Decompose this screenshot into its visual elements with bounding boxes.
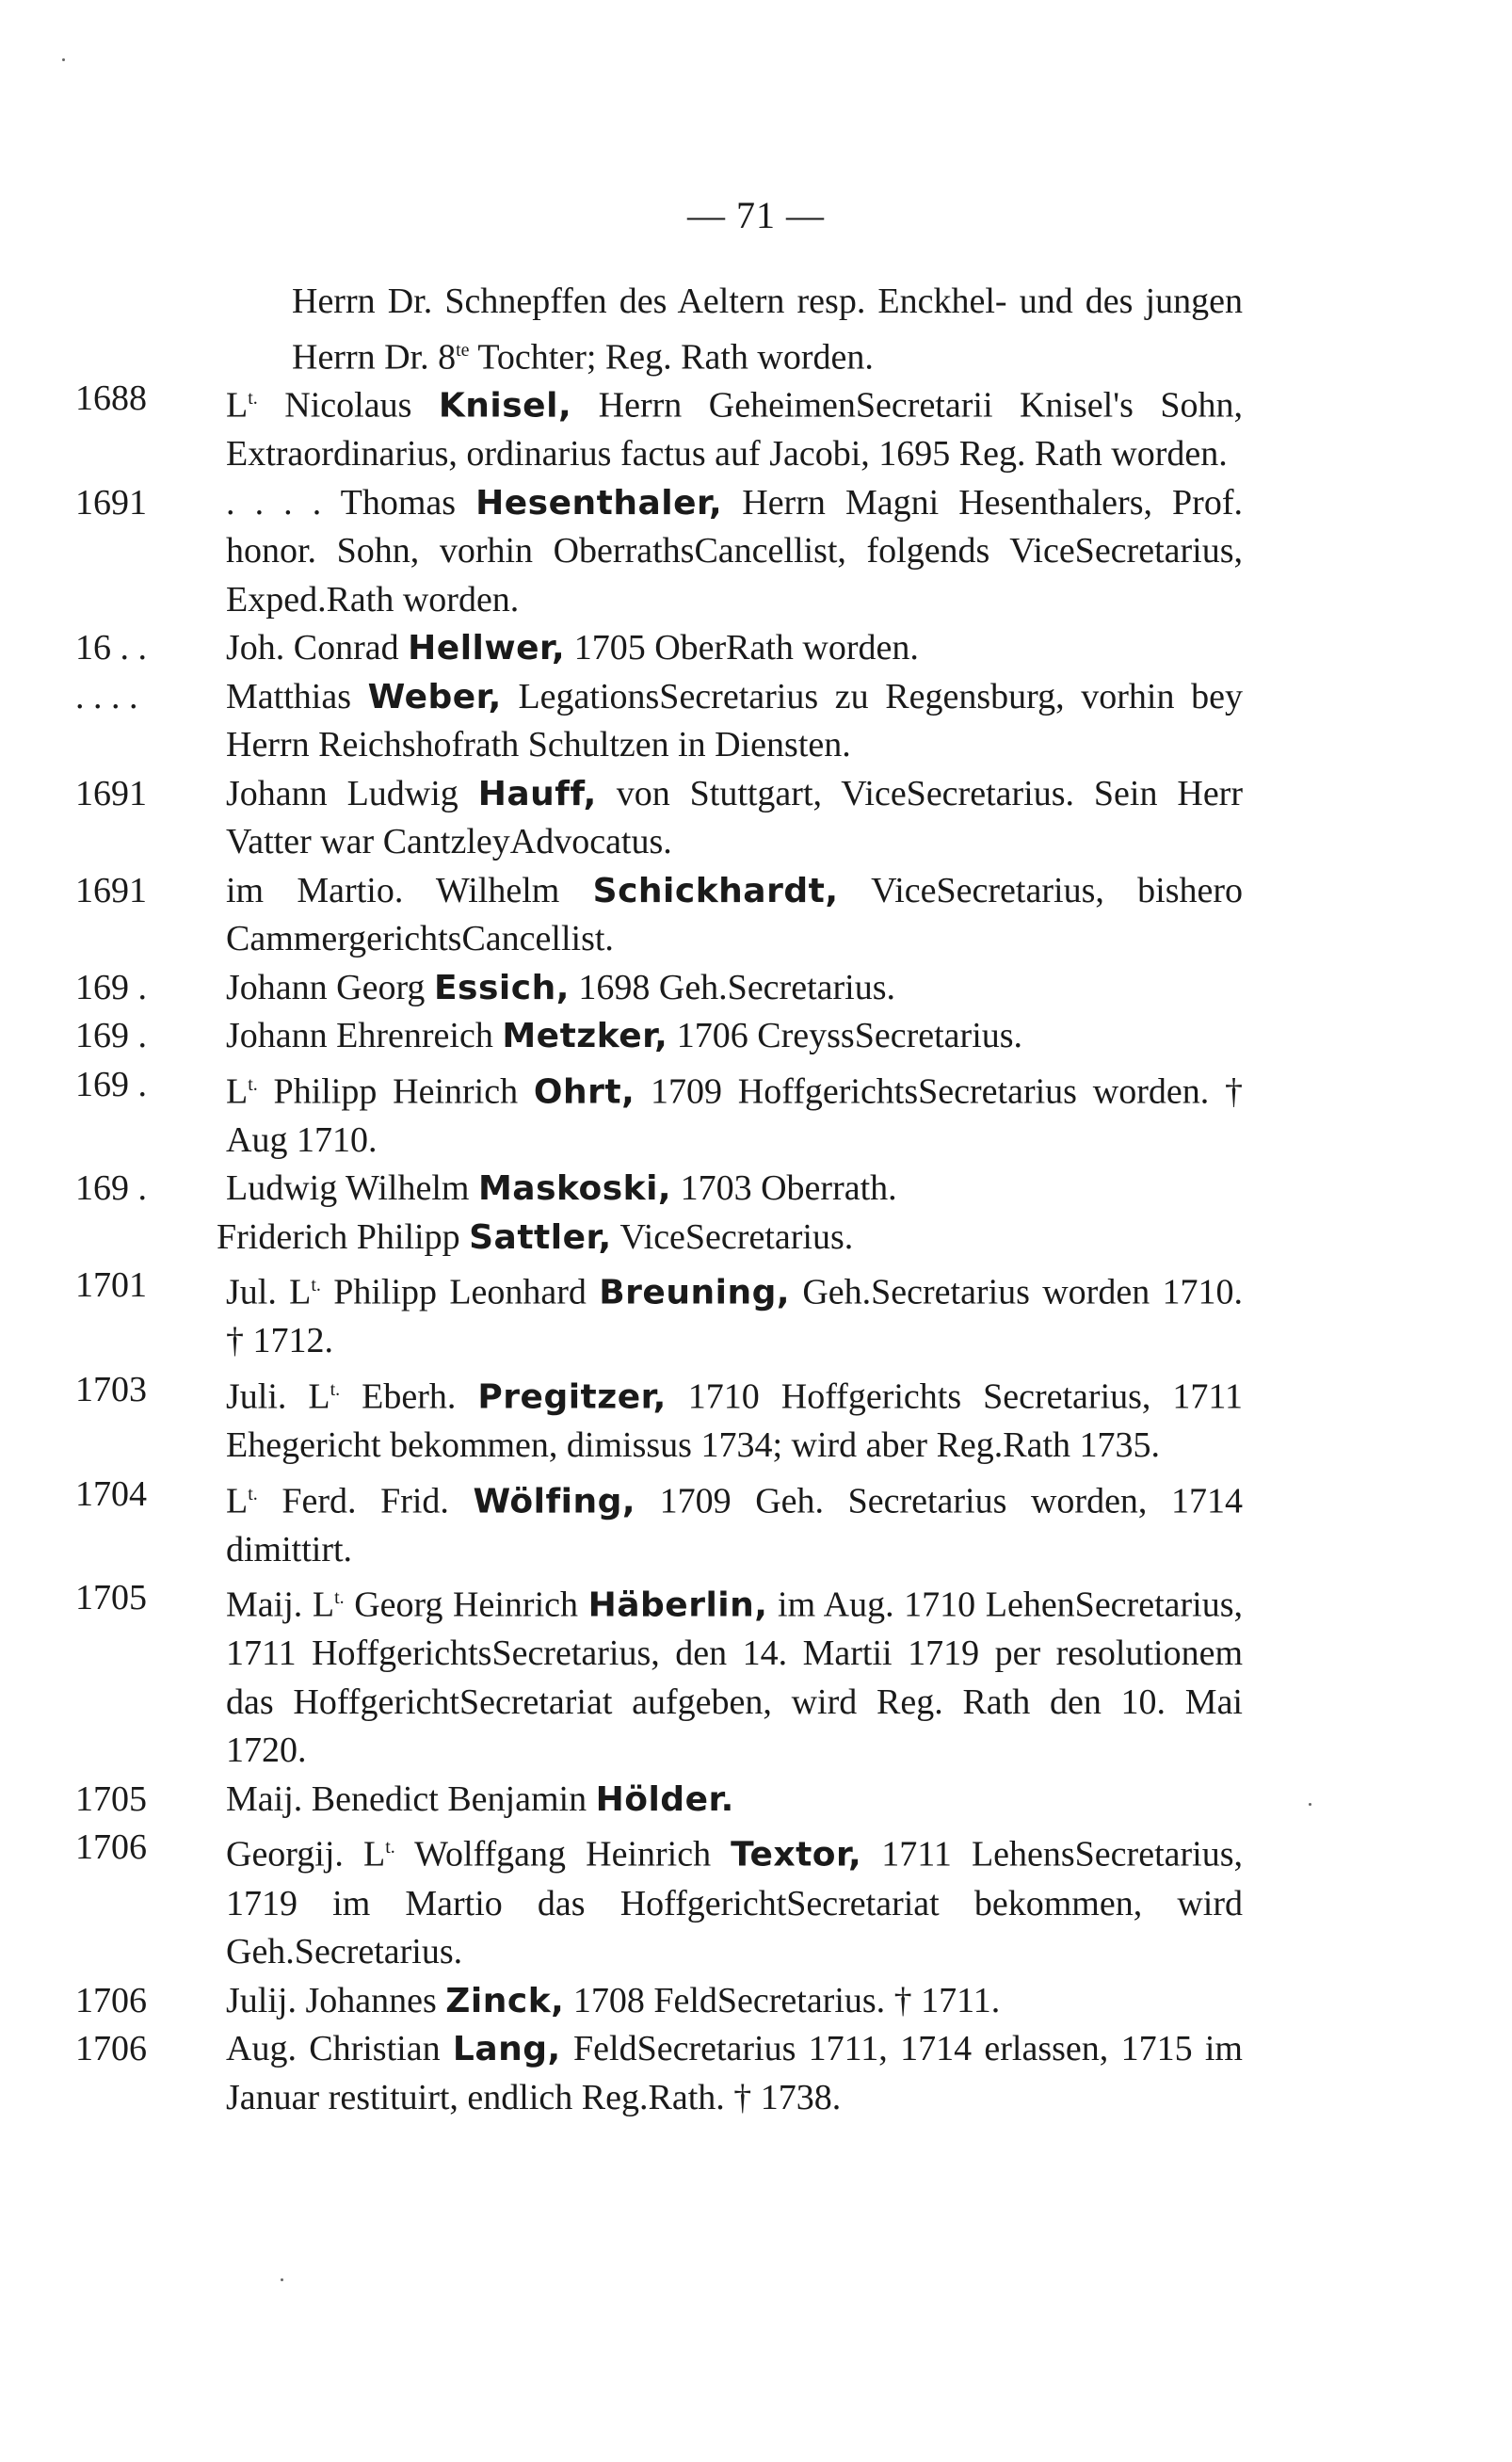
entry-body xyxy=(226,770,1243,867)
person-name: Textor, xyxy=(731,1836,862,1875)
entry-row xyxy=(75,1366,1243,1471)
person-name: Maskoski, xyxy=(477,1169,672,1209)
entry-text: ViceSecretarius, bishero CammergerichtsCancellist. xyxy=(226,870,1243,959)
entry-body xyxy=(226,624,1243,673)
entry-body xyxy=(226,375,1243,479)
entry-text: Philipp Leonhard xyxy=(320,1272,600,1312)
entry-year: 1704 xyxy=(75,1473,147,1514)
person-name: Metzker, xyxy=(502,1017,668,1056)
entry-row xyxy=(75,1262,1243,1366)
entry-year: 1703 xyxy=(75,1369,147,1409)
entry-year: 1688 xyxy=(75,378,147,418)
person-name: Essich, xyxy=(433,968,570,1007)
entry-year: 1705 xyxy=(75,1778,147,1819)
entry-text: 1709 HoffgerichtsSecretarius worden. † Aug 1710. xyxy=(226,1071,1243,1160)
entry-year: 169 . xyxy=(75,1168,147,1209)
entry-text: Jul. L xyxy=(226,1272,312,1312)
entry-text: Georg Heinrich xyxy=(344,1585,588,1625)
entry-row xyxy=(75,867,1243,964)
person-name: Breuning, xyxy=(599,1273,791,1312)
entry-text: Philipp Heinrich xyxy=(257,1071,534,1112)
entry-text: 1711 LehensSecretarius, 1719 im Martio das HoffgerichtSecretariat bekommen, wird Geh.Secretarius. xyxy=(226,1835,1243,1972)
person-name: Zinck, xyxy=(445,1981,565,2020)
scan-speck xyxy=(281,2278,283,2281)
entry-body xyxy=(217,1214,1243,1263)
entry-text: Herrn Magni Hesenthalers, Prof. honor. Sohn, vorhin OberrathsCancellist, folgends ViceSecretarius, Exped.Rath worden. xyxy=(226,482,1243,620)
entry-text: Nicolaus xyxy=(257,385,439,426)
entry-body xyxy=(226,278,1243,382)
entry-body xyxy=(226,1471,1243,1575)
person-name: Häberlin, xyxy=(587,1585,768,1625)
entry-year: 1706 xyxy=(75,2029,147,2069)
entry-text: 1698 Geh.Secretarius. xyxy=(569,967,895,1007)
person-name: Sattler, xyxy=(469,1217,612,1257)
entry-text: Tochter; Reg. Rath worden. xyxy=(469,337,874,378)
entry-text: . . . . Thomas xyxy=(226,482,476,523)
entry-row xyxy=(75,1776,1243,1825)
entry-text: Geh.Secretarius worden 1710. † 1712. xyxy=(226,1272,1243,1361)
entry-year: 1691 xyxy=(75,773,147,813)
entry-text: Ludwig Wilhelm xyxy=(226,1168,478,1209)
entry-year: 1691 xyxy=(75,482,147,523)
entry-text: im Aug. 1710 LehenSecretarius, 1711 HoffgerichtsSecretarius, den 14. Martii 1719 per resolutionem das HoffgerichtSecretariat aufgeben, wird Reg. Rath den 10. Mai 1720. xyxy=(226,1585,1243,1771)
entry-continuation xyxy=(75,278,1243,378)
entry-body xyxy=(226,1262,1243,1366)
entry-year: 1705 xyxy=(75,1578,147,1618)
page-number: — 71 — xyxy=(687,194,825,236)
entry-year: 169 . xyxy=(75,1064,147,1104)
entry-text: Maij. L xyxy=(226,1585,335,1625)
entry-text: Johann Ehrenreich xyxy=(226,1016,503,1056)
scan-speck xyxy=(1309,1803,1311,1806)
entry-body xyxy=(226,1012,1243,1061)
entry-year: 169 . xyxy=(75,1016,147,1056)
entry-row xyxy=(75,2025,1243,2122)
entry-text: L xyxy=(226,1071,249,1112)
entry-row xyxy=(75,1574,1243,1776)
superscript: t. xyxy=(248,1483,258,1505)
superscript: t. xyxy=(334,1587,345,1609)
entry-text: Johann Georg xyxy=(226,967,434,1007)
superscript: t. xyxy=(311,1275,321,1296)
scan-speck xyxy=(62,58,65,61)
entry-text: ViceSecretarius. xyxy=(611,1216,854,1257)
entry-body xyxy=(226,2025,1243,2122)
entry-year: 169 . xyxy=(75,967,147,1007)
entry-body xyxy=(226,1165,1243,1214)
entry-row xyxy=(75,1824,1243,1976)
person-name: Pregitzer, xyxy=(477,1377,667,1417)
entry-body xyxy=(226,479,1243,625)
entry-text: Juli. L xyxy=(226,1376,330,1417)
entry-text: Eberh. xyxy=(340,1376,478,1417)
entry-text: Aug. Christian xyxy=(226,2029,453,2069)
entry-text: 1703 Oberrath. xyxy=(671,1168,897,1209)
entry-year: 1706 xyxy=(75,1980,147,2020)
entry-row xyxy=(75,673,1243,770)
entry-year: 1706 xyxy=(75,1827,147,1868)
entry-row xyxy=(75,1012,1243,1061)
entry-body xyxy=(226,1574,1243,1776)
entry-text: Georgij. L xyxy=(226,1835,386,1875)
entry-body xyxy=(226,1977,1243,2026)
entry-text: 1710 Hoffgerichts Secretarius, 1711 Ehegericht bekommen, dimissus 1734; wird aber Reg.Rath 1735. xyxy=(226,1376,1243,1466)
entry-body xyxy=(226,1776,1243,1825)
entry-text: Ferd. Frid. xyxy=(257,1481,474,1521)
entry-row xyxy=(75,1977,1243,2026)
entry-text: Julij. Johannes xyxy=(226,1980,446,2020)
person-name: Weber, xyxy=(367,677,502,716)
entry-body xyxy=(226,867,1243,964)
entry-body xyxy=(226,1824,1243,1976)
person-name: Lang, xyxy=(452,2030,561,2069)
entry-row xyxy=(75,1165,1243,1214)
entry-text: Maij. Benedict Benjamin xyxy=(226,1778,596,1819)
entry-body xyxy=(226,1366,1243,1471)
entry-text: Friderich Philipp xyxy=(217,1216,470,1257)
entry-text: 1709 Geh. Secretarius worden, 1714 dimittirt. xyxy=(226,1481,1244,1569)
entry-text: Matthias xyxy=(226,676,368,716)
entry-text: Herrn Dr. Schnepffen des Aeltern resp. Enckhel- und des jungen Herrn Dr. 8 xyxy=(292,282,1243,378)
entry-row xyxy=(75,964,1243,1013)
entry-row xyxy=(75,770,1243,867)
person-name: Wölfing, xyxy=(473,1482,636,1521)
superscript: t. xyxy=(248,1073,258,1095)
entry-list xyxy=(75,278,1243,2122)
entry-body xyxy=(226,964,1243,1013)
entry-row xyxy=(75,1214,1243,1263)
person-name: Hesenthaler, xyxy=(475,483,723,523)
entry-row xyxy=(75,1471,1243,1575)
superscript: t. xyxy=(330,1378,341,1400)
entry-text: FeldSecretarius 1711, 1714 erlassen, 1715 im Januar restituirt, endlich Reg.Rath. † 1738. xyxy=(226,2029,1243,2117)
entry-text: von Stuttgart, ViceSecretarius. Sein Herr Vatter war CantzleyAdvocatus. xyxy=(226,773,1243,862)
entry-row xyxy=(75,624,1243,673)
entry-text: 1708 FeldSecretarius. † 1711. xyxy=(564,1980,1001,2020)
entry-body xyxy=(226,673,1243,770)
entry-text: LegationsSecretarius zu Regensburg, vorhin bey Herrn Reichshofrath Schultzen in Diensten. xyxy=(226,676,1244,765)
entry-text: Johann Ludwig xyxy=(226,773,478,813)
entry-year: . . . . xyxy=(75,676,138,716)
entry-text: Wolffgang Heinrich xyxy=(394,1835,732,1875)
entry-text: Joh. Conrad xyxy=(226,628,409,668)
person-name: Ohrt, xyxy=(533,1072,635,1112)
entry-text: 1706 CreyssSecretarius. xyxy=(668,1016,1023,1056)
entry-text: Herrn GeheimenSecretarii Knisel's Sohn, Extraordinarius, ordinarius factus auf Jacobi, 1695 Reg. Rath worden. xyxy=(226,385,1244,475)
person-name: Knisel, xyxy=(438,386,572,426)
entry-row xyxy=(75,479,1243,625)
entry-row xyxy=(75,375,1243,479)
entry-year: 1691 xyxy=(75,870,147,910)
superscript: t. xyxy=(248,388,258,409)
entry-body xyxy=(226,1061,1243,1166)
person-name: Schickhardt, xyxy=(592,871,839,910)
person-name: Hölder. xyxy=(595,1779,734,1819)
entry-row xyxy=(75,1061,1243,1166)
entry-year: 1701 xyxy=(75,1265,147,1306)
superscript: t. xyxy=(385,1837,395,1859)
entry-text: L xyxy=(226,1481,249,1521)
entry-text: L xyxy=(226,385,249,426)
person-name: Hellwer, xyxy=(408,629,566,668)
entry-text: 1705 OberRath worden. xyxy=(565,628,919,668)
person-name: Hauff, xyxy=(477,774,597,813)
superscript: te xyxy=(456,339,470,361)
entry-text: im Martio. Wilhelm xyxy=(226,870,593,910)
entry-year: 16 . . xyxy=(75,628,147,668)
